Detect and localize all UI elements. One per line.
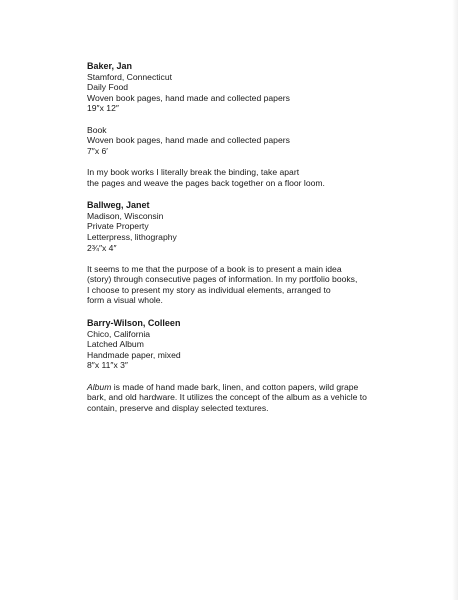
work-medium: Woven book pages, hand made and collected papers [87,92,290,103]
artist-statement-line [87,382,387,393]
artist-entry [87,318,387,413]
artist-name: Barry-Wilson, Colleen [87,318,181,329]
artist-name: Ballweg, Janet [87,200,150,211]
artist-statement-line: bark, and old hardware. It utilizes the concept of the album as a vehicle to [87,392,367,403]
work-title: Book [87,124,107,135]
artist-statement-line: In my book works I literally break the binding, take apart [87,166,300,177]
work-size: 7″x 6′ [87,145,108,156]
artist-location: Madison, Wisconsin [87,210,164,221]
artist-statement-line: I choose to present my story as individual elements, arranged to [87,284,331,295]
work-title: Private Property [87,221,149,232]
artist-statement-line: contain, preserve and display selected textures. [87,402,269,413]
work-medium: Letterpress, lithography [87,231,177,242]
artist-location: Stamford, Connecticut [87,71,173,82]
artist-entry [87,61,387,188]
artist-entry [87,200,387,306]
work-size: 8″x 11″x 3″ [87,360,128,371]
artist-name: Baker, Jan [87,61,133,71]
artist-statement-line: form a visual whole. [87,295,163,306]
artist-listing [87,61,387,413]
statement-text: is made of hand made bark, linen, and cotton papers, wild grape [111,381,359,392]
statement-lead-italic: Album [87,381,112,392]
work-title: Daily Food [87,82,129,93]
work-medium: Handmade paper, mixed [87,349,181,360]
artist-statement-line: It seems to me that the purpose of a book is to present a main idea [87,263,342,274]
page-edge [452,0,458,600]
artist-statement-line: the pages and weave the pages back together on a floor loom. [87,177,325,188]
work-title: Latched Album [87,339,144,350]
artist-location: Chico, California [87,328,151,339]
work-medium: Woven book pages, hand made and collected papers [87,135,290,146]
artist-statement-line: (story) through consecutive pages of information. In my portfolio books, [87,274,358,285]
work-size: 2¾″x 4″ [87,242,117,253]
work-size: 19″x 12″ [87,103,119,114]
